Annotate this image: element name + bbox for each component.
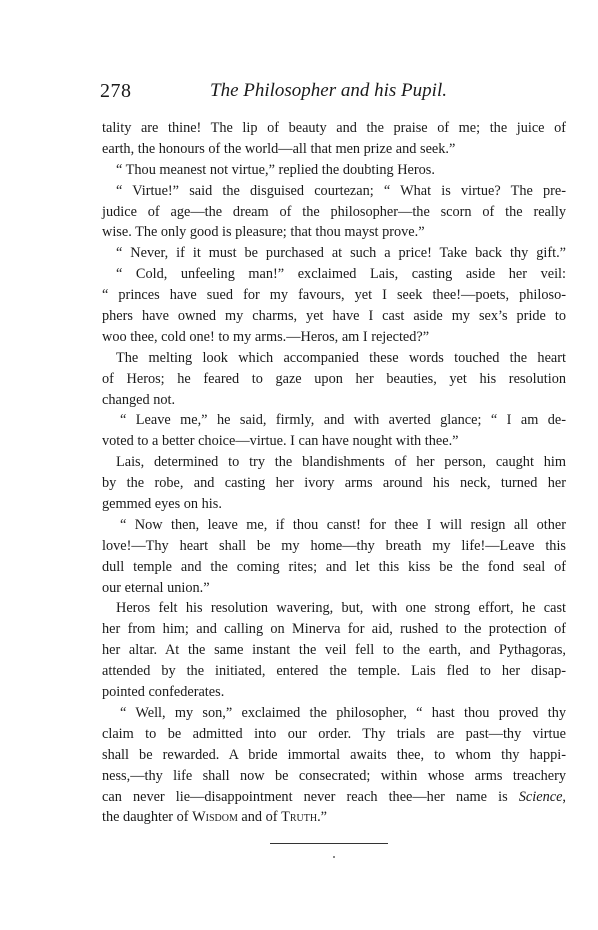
text-line: her altar. At the same instant the veil fell to the earth, and Pythagoras, bbox=[102, 642, 566, 659]
text-line: attended by the initiated, entered the temple. Lais fled to her disap- bbox=[102, 663, 566, 680]
text-line: by the robe, and casting her ivory arms around his neck, turned her bbox=[102, 475, 566, 492]
text-line: changed not. bbox=[102, 391, 176, 408]
text-line: “ Cold, unfeeling man!” exclaimed Lais, casting aside her veil: bbox=[116, 266, 566, 283]
text-line: of Heros; he feared to gaze upon her beauties, yet his resolution bbox=[102, 370, 566, 387]
page-header bbox=[100, 80, 570, 108]
text-line: tality are thine! The lip of beauty and the praise of me; the juice of bbox=[102, 120, 566, 136]
text-line: phers have owned my charms, yet have I cast aside my sex’s pride to bbox=[102, 308, 566, 325]
final-line-part: the daughter of bbox=[102, 809, 193, 826]
final-line-part: .” bbox=[317, 809, 328, 826]
final-line-part: Truth bbox=[281, 809, 318, 826]
end-rule bbox=[270, 843, 388, 844]
text-line: pointed confederates. bbox=[102, 684, 225, 701]
text-line: ness,—thy life shall now be consecrated; within whose arms treachery bbox=[102, 767, 566, 784]
text-line-final bbox=[102, 807, 566, 828]
text-line: gemmed eyes on his. bbox=[102, 496, 222, 513]
text-line: voted to a better choice—virtue. I can have nought with thee.” bbox=[102, 433, 459, 450]
text-line: “ Never, if it must be purchased at such a price! Take back thy gift.” bbox=[116, 245, 566, 262]
text-line: wise. The only good is pleasure; that thou mayst prove.” bbox=[102, 224, 425, 241]
text-line: judice of age—the dream of the philosopher—the scorn of the really bbox=[102, 203, 566, 220]
body-text bbox=[102, 118, 566, 828]
text-line: love!—Thy heart shall be my home—thy breath my life!—Leave this bbox=[102, 537, 566, 554]
text-line: can never lie—disappointment never reach thee—her name is Science, bbox=[102, 788, 566, 805]
final-line-part: Wisdom bbox=[192, 809, 238, 826]
running-title: The Philosopher and his Pupil. bbox=[210, 80, 447, 101]
text-line: The melting look which accompanied these words touched the heart bbox=[116, 349, 566, 366]
printer-mark bbox=[333, 856, 335, 858]
text-line: “ Well, my son,” exclaimed the philosopher, “ hast thou proved thy bbox=[120, 704, 566, 721]
text-line: Lais, determined to try the blandishments of her person, caught him bbox=[116, 454, 566, 471]
text-line: Heros felt his resolution wavering, but, with one strong effort, he cast bbox=[116, 600, 566, 617]
text-line: woo thee, cold one! to my arms.—Heros, am I rejected?” bbox=[102, 328, 430, 345]
page-number: 278 bbox=[100, 80, 132, 102]
text-line: her from him; and calling on Minerva for aid, rushed to the protection of bbox=[102, 621, 566, 638]
text-line: earth, the honours of the world—all that men prize and seek.” bbox=[102, 140, 456, 157]
text-line: “ princes have sued for my favours, yet I seek thee!—poets, philoso- bbox=[102, 287, 566, 304]
emphasis-science: Science bbox=[518, 788, 563, 805]
text-line: dull temple and the coming rites; and let this kiss be the fond seal of bbox=[102, 558, 566, 575]
final-line-part: and of bbox=[237, 809, 282, 826]
text-line: “ Thou meanest not virtue,” replied the doubting Heros. bbox=[116, 161, 435, 178]
text-line: “ Leave me,” he said, firmly, and with averted glance; “ I am de- bbox=[120, 412, 566, 429]
text-line: shall be rewarded. A bride immortal awaits thee, to whom thy happi- bbox=[102, 746, 566, 763]
text-line: claim to be admitted into our order. Thy trials are past—thy virtue bbox=[102, 725, 566, 742]
text-line: “ Virtue!” said the disguised courtezan; “ What is virtue? The pre- bbox=[116, 182, 566, 199]
text-line: “ Now then, leave me, if thou canst! for thee I will resign all other bbox=[120, 516, 566, 533]
text-line: our eternal union.” bbox=[102, 579, 210, 596]
